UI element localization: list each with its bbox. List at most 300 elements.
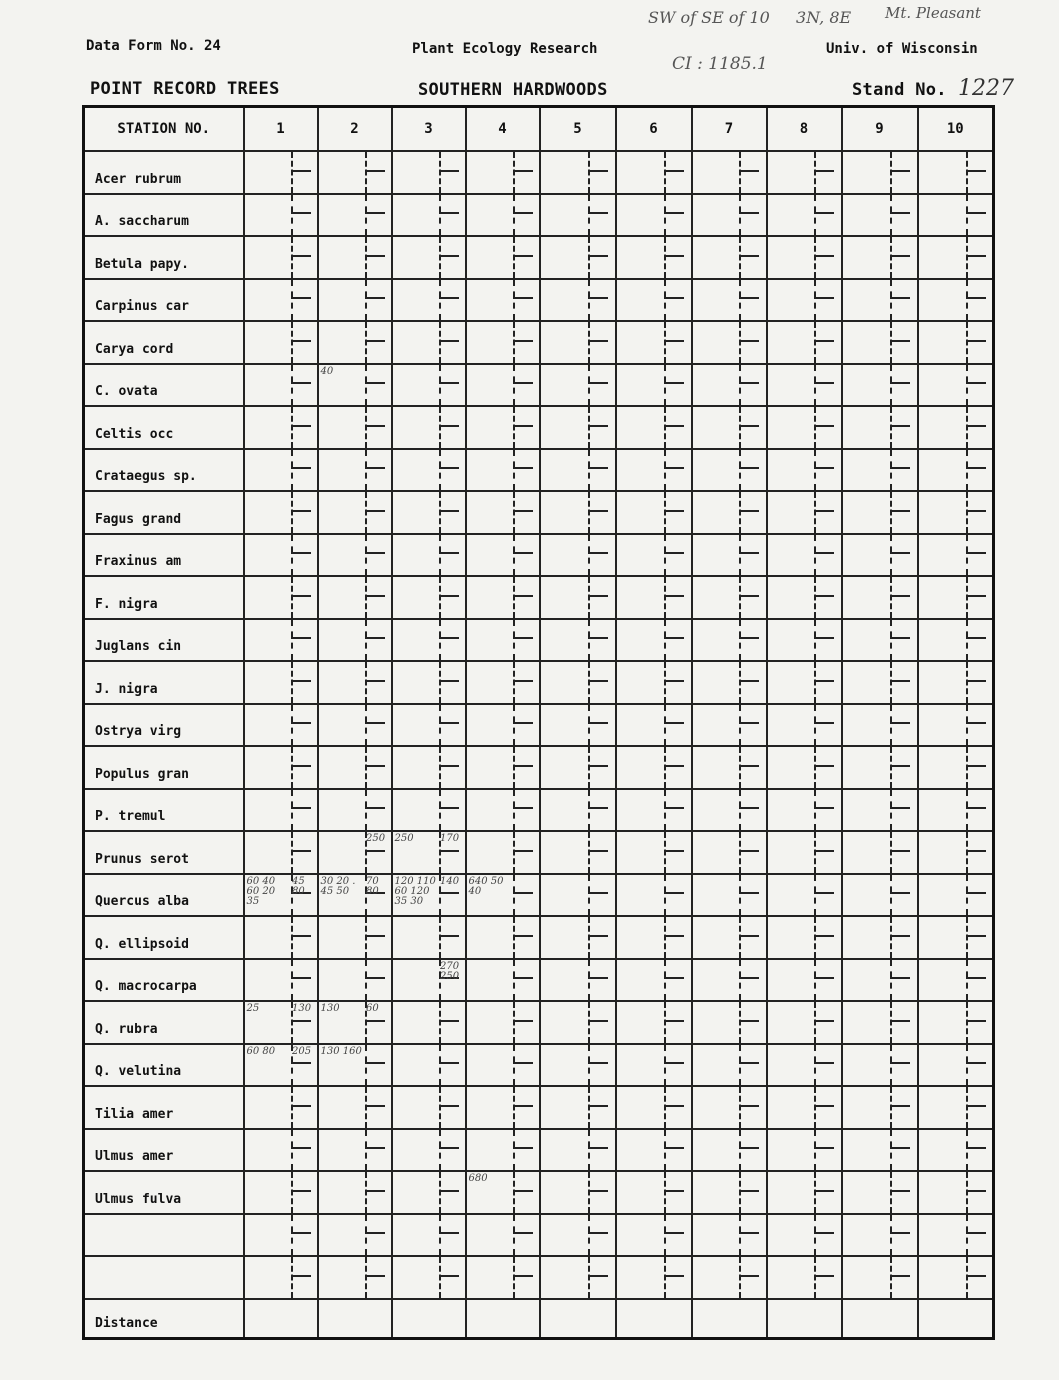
- record-cell[interactable]: [616, 321, 692, 364]
- record-cell[interactable]: [767, 789, 842, 832]
- record-cell[interactable]: [918, 661, 994, 704]
- record-cell[interactable]: [767, 491, 842, 534]
- record-cell[interactable]: [244, 916, 318, 959]
- record-cell[interactable]: [692, 874, 767, 917]
- record-cell[interactable]: [692, 364, 767, 407]
- record-cell[interactable]: [767, 534, 842, 577]
- record-cell[interactable]: [918, 1171, 994, 1214]
- record-cell[interactable]: [918, 534, 994, 577]
- record-cell[interactable]: [616, 279, 692, 322]
- record-cell[interactable]: [767, 1044, 842, 1087]
- record-cell[interactable]: [842, 449, 918, 492]
- distance-cell[interactable]: [692, 1299, 767, 1339]
- record-cell[interactable]: [767, 1001, 842, 1044]
- record-cell[interactable]: [842, 704, 918, 747]
- record-cell[interactable]: [918, 959, 994, 1002]
- cell-tick: [966, 722, 986, 724]
- record-cell[interactable]: [842, 1001, 918, 1044]
- record-cell[interactable]: [918, 746, 994, 789]
- record-cell[interactable]: [842, 194, 918, 237]
- record-cell[interactable]: [318, 1044, 392, 1087]
- record-cell[interactable]: [918, 1086, 994, 1129]
- record-cell[interactable]: [466, 1086, 540, 1129]
- record-cell[interactable]: [616, 364, 692, 407]
- record-cell[interactable]: [842, 151, 918, 194]
- record-cell[interactable]: [466, 279, 540, 322]
- record-cell[interactable]: [466, 959, 540, 1002]
- record-cell[interactable]: [616, 959, 692, 1002]
- record-cell[interactable]: [767, 279, 842, 322]
- record-cell[interactable]: [616, 746, 692, 789]
- record-cell[interactable]: [616, 831, 692, 874]
- record-cell[interactable]: [392, 619, 466, 662]
- record-cell[interactable]: [616, 874, 692, 917]
- record-cell[interactable]: [540, 1171, 616, 1214]
- record-cell[interactable]: [392, 1214, 466, 1257]
- record-cell[interactable]: [692, 959, 767, 1002]
- record-cell[interactable]: [318, 194, 392, 237]
- record-cell[interactable]: [540, 661, 616, 704]
- record-cell[interactable]: [244, 364, 318, 407]
- record-cell[interactable]: [918, 151, 994, 194]
- record-cell[interactable]: [692, 576, 767, 619]
- record-cell[interactable]: [616, 916, 692, 959]
- record-cell[interactable]: [842, 279, 918, 322]
- record-cell[interactable]: [918, 916, 994, 959]
- record-cell[interactable]: [692, 1214, 767, 1257]
- record-cell[interactable]: [918, 1256, 994, 1299]
- record-cell[interactable]: [767, 619, 842, 662]
- record-cell[interactable]: [540, 789, 616, 832]
- record-cell[interactable]: [318, 661, 392, 704]
- record-cell[interactable]: [392, 534, 466, 577]
- record-cell[interactable]: [692, 789, 767, 832]
- record-cell[interactable]: [318, 1256, 392, 1299]
- record-cell[interactable]: [767, 1214, 842, 1257]
- cell-divider: [365, 620, 367, 661]
- record-cell[interactable]: [616, 1129, 692, 1172]
- record-cell[interactable]: [466, 1171, 540, 1214]
- record-cell[interactable]: [318, 534, 392, 577]
- record-cell[interactable]: [692, 321, 767, 364]
- record-cell[interactable]: [767, 874, 842, 917]
- record-cell[interactable]: [244, 534, 318, 577]
- record-cell[interactable]: [392, 491, 466, 534]
- record-cell[interactable]: [616, 704, 692, 747]
- record-cell[interactable]: [918, 321, 994, 364]
- record-cell[interactable]: [616, 619, 692, 662]
- record-cell[interactable]: [392, 661, 466, 704]
- record-cell[interactable]: [767, 916, 842, 959]
- record-cell[interactable]: [616, 1214, 692, 1257]
- record-cell[interactable]: [540, 321, 616, 364]
- record-cell[interactable]: [540, 194, 616, 237]
- record-cell[interactable]: [540, 279, 616, 322]
- record-cell[interactable]: [767, 321, 842, 364]
- record-cell[interactable]: [616, 194, 692, 237]
- record-cell[interactable]: [392, 789, 466, 832]
- record-cell[interactable]: [842, 959, 918, 1002]
- cell-divider: [291, 280, 293, 321]
- record-cell[interactable]: [392, 279, 466, 322]
- record-cell[interactable]: [842, 874, 918, 917]
- record-cell[interactable]: [466, 491, 540, 534]
- record-cell[interactable]: [540, 619, 616, 662]
- record-cell[interactable]: [466, 534, 540, 577]
- record-cell[interactable]: [918, 236, 994, 279]
- record-cell[interactable]: [244, 1129, 318, 1172]
- record-cell[interactable]: [767, 1086, 842, 1129]
- record-cell[interactable]: [466, 321, 540, 364]
- record-cell[interactable]: [466, 1044, 540, 1087]
- record-cell[interactable]: [244, 661, 318, 704]
- record-cell[interactable]: [244, 1001, 318, 1044]
- cell-divider: [739, 577, 741, 618]
- record-cell[interactable]: [244, 1214, 318, 1257]
- record-cell[interactable]: [692, 449, 767, 492]
- record-cell[interactable]: [540, 746, 616, 789]
- record-cell[interactable]: [466, 151, 540, 194]
- distance-cell[interactable]: [244, 1299, 318, 1339]
- record-cell[interactable]: [692, 661, 767, 704]
- record-cell[interactable]: [244, 449, 318, 492]
- record-cell[interactable]: [392, 831, 466, 874]
- record-cell[interactable]: [318, 831, 392, 874]
- record-cell[interactable]: [318, 1214, 392, 1257]
- record-cell[interactable]: [692, 534, 767, 577]
- record-cell[interactable]: [692, 1129, 767, 1172]
- record-cell[interactable]: [392, 1129, 466, 1172]
- record-cell[interactable]: [318, 789, 392, 832]
- record-cell[interactable]: [616, 236, 692, 279]
- record-cell[interactable]: [842, 576, 918, 619]
- record-cell[interactable]: [392, 1171, 466, 1214]
- record-cell[interactable]: [842, 321, 918, 364]
- record-cell[interactable]: [918, 491, 994, 534]
- record-cell[interactable]: [918, 279, 994, 322]
- record-cell[interactable]: [318, 151, 392, 194]
- record-cell[interactable]: [540, 1086, 616, 1129]
- record-cell[interactable]: [842, 1171, 918, 1214]
- distance-cell[interactable]: [616, 1299, 692, 1339]
- record-cell[interactable]: [318, 576, 392, 619]
- record-cell[interactable]: [767, 194, 842, 237]
- record-cell[interactable]: [767, 661, 842, 704]
- record-cell[interactable]: [244, 1044, 318, 1087]
- record-cell[interactable]: [318, 364, 392, 407]
- record-cell[interactable]: [918, 704, 994, 747]
- record-cell[interactable]: [392, 746, 466, 789]
- record-cell[interactable]: [842, 406, 918, 449]
- cell-tick: [814, 680, 834, 682]
- record-cell[interactable]: [692, 831, 767, 874]
- record-cell[interactable]: [318, 619, 392, 662]
- record-cell[interactable]: [767, 576, 842, 619]
- record-cell[interactable]: [616, 1086, 692, 1129]
- record-cell[interactable]: [767, 406, 842, 449]
- record-cell[interactable]: [318, 1129, 392, 1172]
- record-cell[interactable]: [692, 491, 767, 534]
- cell-divider: [814, 917, 816, 958]
- record-cell[interactable]: [767, 746, 842, 789]
- record-cell[interactable]: [244, 789, 318, 832]
- record-cell[interactable]: [466, 661, 540, 704]
- record-cell[interactable]: [392, 449, 466, 492]
- record-cell[interactable]: [918, 789, 994, 832]
- record-cell[interactable]: [918, 449, 994, 492]
- record-cell[interactable]: [244, 236, 318, 279]
- record-cell[interactable]: [842, 491, 918, 534]
- cell-tick: [664, 595, 684, 597]
- record-cell[interactable]: [616, 576, 692, 619]
- record-cell[interactable]: [392, 1086, 466, 1129]
- record-cell[interactable]: [244, 874, 318, 917]
- record-cell[interactable]: [466, 704, 540, 747]
- record-cell[interactable]: [318, 704, 392, 747]
- record-cell[interactable]: [918, 576, 994, 619]
- record-cell[interactable]: [540, 1214, 616, 1257]
- distance-cell[interactable]: [918, 1299, 994, 1339]
- record-cell[interactable]: [767, 236, 842, 279]
- record-cell[interactable]: [392, 704, 466, 747]
- record-cell[interactable]: [842, 661, 918, 704]
- record-cell[interactable]: [392, 236, 466, 279]
- cell-tick: [739, 722, 759, 724]
- record-cell[interactable]: [616, 1044, 692, 1087]
- record-cell[interactable]: [466, 789, 540, 832]
- record-cell[interactable]: [692, 746, 767, 789]
- record-cell[interactable]: [392, 576, 466, 619]
- distance-cell[interactable]: [540, 1299, 616, 1339]
- record-cell[interactable]: [392, 1001, 466, 1044]
- record-cell[interactable]: [318, 916, 392, 959]
- record-cell[interactable]: [466, 1256, 540, 1299]
- cell-divider: [739, 620, 741, 661]
- record-cell[interactable]: [540, 236, 616, 279]
- record-cell[interactable]: [318, 746, 392, 789]
- record-cell[interactable]: [918, 364, 994, 407]
- record-cell[interactable]: [244, 831, 318, 874]
- record-cell[interactable]: [842, 916, 918, 959]
- record-cell[interactable]: [392, 364, 466, 407]
- record-cell[interactable]: [466, 1001, 540, 1044]
- cell-divider: [439, 237, 441, 278]
- record-cell[interactable]: [466, 1129, 540, 1172]
- record-cell[interactable]: [392, 194, 466, 237]
- record-cell[interactable]: [466, 449, 540, 492]
- cell-tick: [814, 1275, 834, 1277]
- record-cell[interactable]: [767, 151, 842, 194]
- record-cell[interactable]: [466, 1214, 540, 1257]
- record-cell[interactable]: [540, 576, 616, 619]
- record-cell[interactable]: [318, 406, 392, 449]
- record-cell[interactable]: [692, 1256, 767, 1299]
- record-cell[interactable]: [616, 661, 692, 704]
- record-cell[interactable]: [616, 1001, 692, 1044]
- record-cell[interactable]: [616, 789, 692, 832]
- record-cell[interactable]: [244, 491, 318, 534]
- record-cell[interactable]: [540, 449, 616, 492]
- record-cell[interactable]: [767, 1171, 842, 1214]
- record-cell[interactable]: [318, 491, 392, 534]
- record-cell[interactable]: [616, 151, 692, 194]
- record-cell[interactable]: [767, 1256, 842, 1299]
- record-cell[interactable]: [466, 874, 540, 917]
- record-cell[interactable]: [466, 916, 540, 959]
- record-cell[interactable]: [318, 1001, 392, 1044]
- record-cell[interactable]: [244, 321, 318, 364]
- record-cell[interactable]: [244, 959, 318, 1002]
- record-cell[interactable]: [842, 789, 918, 832]
- cell-tick: [513, 722, 533, 724]
- record-cell[interactable]: [918, 619, 994, 662]
- record-cell[interactable]: [692, 406, 767, 449]
- record-cell[interactable]: [616, 491, 692, 534]
- cell-tick: [739, 765, 759, 767]
- record-cell[interactable]: [918, 1001, 994, 1044]
- record-cell[interactable]: [466, 831, 540, 874]
- record-cell[interactable]: [540, 1044, 616, 1087]
- record-cell[interactable]: [616, 449, 692, 492]
- record-cell[interactable]: [392, 916, 466, 959]
- record-cell[interactable]: [318, 279, 392, 322]
- record-cell[interactable]: [918, 874, 994, 917]
- record-cell[interactable]: [540, 364, 616, 407]
- record-cell[interactable]: [616, 1171, 692, 1214]
- record-cell[interactable]: [767, 959, 842, 1002]
- record-cell[interactable]: [244, 619, 318, 662]
- distance-cell[interactable]: [318, 1299, 392, 1339]
- record-cell[interactable]: [540, 704, 616, 747]
- record-cell[interactable]: [540, 916, 616, 959]
- record-cell[interactable]: [318, 874, 392, 917]
- record-cell[interactable]: [244, 151, 318, 194]
- record-cell[interactable]: [767, 1129, 842, 1172]
- record-cell[interactable]: [842, 236, 918, 279]
- record-cell[interactable]: [244, 406, 318, 449]
- record-cell[interactable]: [244, 1256, 318, 1299]
- record-cell[interactable]: [842, 1256, 918, 1299]
- record-cell[interactable]: [392, 1044, 466, 1087]
- record-cell[interactable]: [466, 746, 540, 789]
- record-cell[interactable]: [767, 449, 842, 492]
- cell-tick: [513, 1105, 533, 1107]
- record-cell[interactable]: [392, 959, 466, 1002]
- record-cell[interactable]: [466, 576, 540, 619]
- distance-cell[interactable]: [466, 1299, 540, 1339]
- record-cell[interactable]: [616, 406, 692, 449]
- record-cell[interactable]: [318, 449, 392, 492]
- record-cell[interactable]: [466, 619, 540, 662]
- record-cell[interactable]: [842, 1044, 918, 1087]
- record-cell[interactable]: [918, 1214, 994, 1257]
- record-cell[interactable]: [392, 1256, 466, 1299]
- record-cell[interactable]: [842, 619, 918, 662]
- record-cell[interactable]: [540, 534, 616, 577]
- record-cell[interactable]: [918, 194, 994, 237]
- species-row: [84, 576, 994, 619]
- record-cell[interactable]: [318, 959, 392, 1002]
- record-cell[interactable]: [244, 194, 318, 237]
- record-cell[interactable]: [318, 1086, 392, 1129]
- record-cell[interactable]: [692, 194, 767, 237]
- record-cell[interactable]: [842, 746, 918, 789]
- record-cell[interactable]: [767, 364, 842, 407]
- cell-divider: [588, 1172, 590, 1213]
- record-cell[interactable]: [466, 406, 540, 449]
- record-cell[interactable]: [692, 704, 767, 747]
- record-cell[interactable]: [540, 959, 616, 1002]
- record-cell[interactable]: [540, 151, 616, 194]
- record-cell[interactable]: [842, 831, 918, 874]
- record-cell[interactable]: [842, 364, 918, 407]
- record-cell[interactable]: [318, 321, 392, 364]
- record-cell[interactable]: [918, 1044, 994, 1087]
- record-cell[interactable]: [692, 1086, 767, 1129]
- species-row: [84, 1129, 994, 1172]
- record-cell[interactable]: [540, 831, 616, 874]
- record-cell[interactable]: [918, 406, 994, 449]
- record-cell[interactable]: [466, 236, 540, 279]
- record-cell[interactable]: [244, 1086, 318, 1129]
- record-cell[interactable]: [540, 874, 616, 917]
- record-cell[interactable]: [318, 1171, 392, 1214]
- distance-cell[interactable]: [392, 1299, 466, 1339]
- cell-tick: [439, 595, 459, 597]
- distance-cell[interactable]: [767, 1299, 842, 1339]
- record-cell[interactable]: [692, 279, 767, 322]
- record-cell[interactable]: [842, 1129, 918, 1172]
- record-cell[interactable]: [767, 704, 842, 747]
- record-cell[interactable]: [692, 1044, 767, 1087]
- record-cell[interactable]: [318, 236, 392, 279]
- record-cell[interactable]: [466, 364, 540, 407]
- record-cell[interactable]: [244, 1171, 318, 1214]
- record-cell[interactable]: [918, 831, 994, 874]
- record-cell[interactable]: [842, 1086, 918, 1129]
- record-cell[interactable]: [842, 534, 918, 577]
- record-cell[interactable]: [918, 1129, 994, 1172]
- record-cell[interactable]: [616, 1256, 692, 1299]
- record-cell[interactable]: [616, 534, 692, 577]
- distance-cell[interactable]: [842, 1299, 918, 1339]
- record-cell[interactable]: [692, 151, 767, 194]
- record-cell[interactable]: [244, 279, 318, 322]
- record-cell[interactable]: [540, 1001, 616, 1044]
- species-name: F. nigra: [84, 576, 244, 619]
- record-cell[interactable]: [392, 406, 466, 449]
- record-cell[interactable]: [540, 406, 616, 449]
- record-cell[interactable]: [392, 151, 466, 194]
- record-cell[interactable]: [392, 321, 466, 364]
- record-cell[interactable]: [692, 236, 767, 279]
- record-cell[interactable]: [244, 746, 318, 789]
- record-cell[interactable]: [842, 1214, 918, 1257]
- record-cell[interactable]: [692, 1001, 767, 1044]
- record-cell[interactable]: [244, 704, 318, 747]
- record-cell[interactable]: [540, 491, 616, 534]
- record-cell[interactable]: [692, 1171, 767, 1214]
- record-cell[interactable]: [540, 1129, 616, 1172]
- record-cell[interactable]: [692, 619, 767, 662]
- record-cell[interactable]: [466, 194, 540, 237]
- record-cell[interactable]: [392, 874, 466, 917]
- record-cell[interactable]: [692, 916, 767, 959]
- record-cell[interactable]: [767, 831, 842, 874]
- cell-divider: [439, 705, 441, 746]
- record-cell[interactable]: [540, 1256, 616, 1299]
- record-cell[interactable]: [244, 576, 318, 619]
